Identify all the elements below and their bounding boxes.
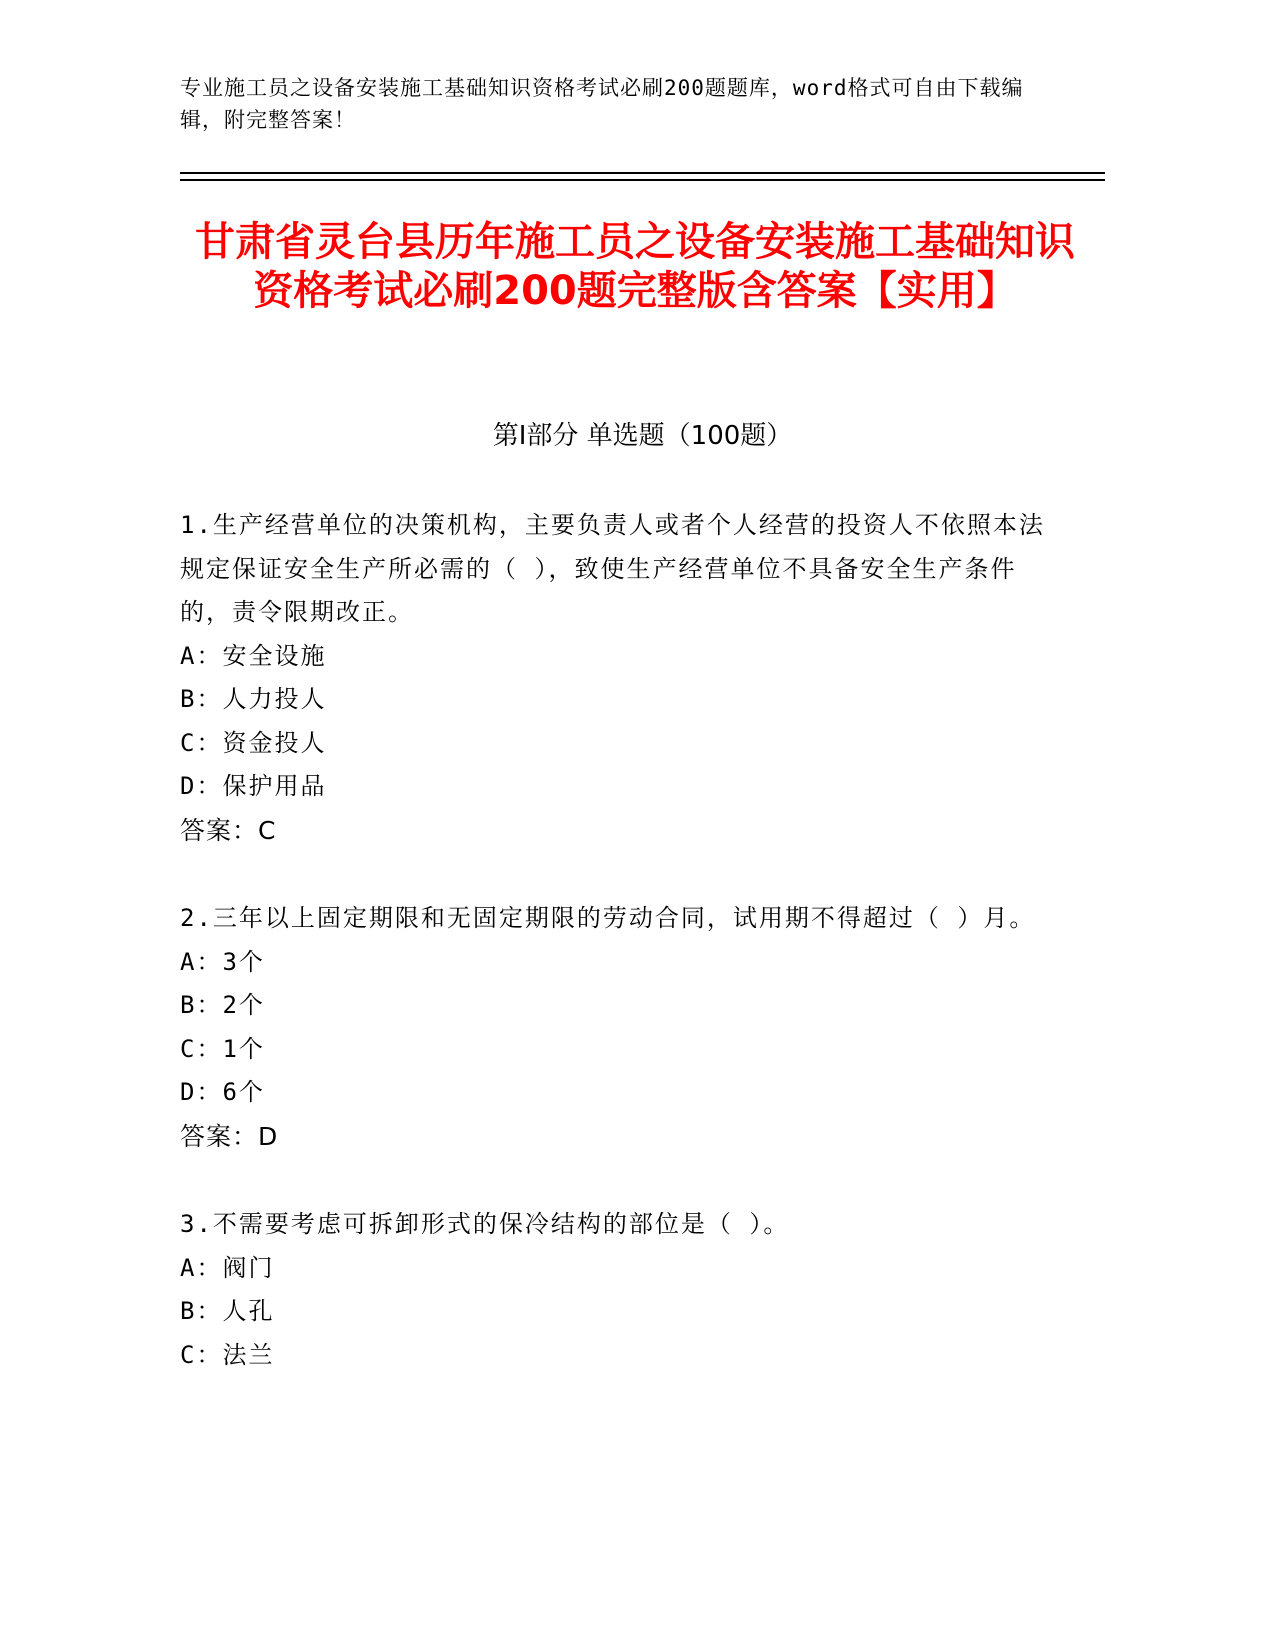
option-b: B：2个 xyxy=(180,991,265,1019)
question-stem: 2.三年以上固定期限和无固定期限的劳动合同，试用期不得超过（ ）月。 xyxy=(180,904,1036,932)
option-a: A：3个 xyxy=(180,947,265,976)
document-title: 甘肃省灵台县历年施工员之设备安装施工基础知识资格考试必刷200题完整版含答案【实用】 xyxy=(195,219,1075,314)
option-c: C：资金投人 xyxy=(180,728,327,757)
option-b: B：人孔 xyxy=(180,1297,275,1325)
question-2 xyxy=(180,897,1050,1158)
question-stem: 1.生产经营单位的决策机构，主要负责人或者个人经营的投资人不依照本法规定保证安全生产所必需的（ ），致使生产经营单位不具备安全生产条件的，责令限期改正。 xyxy=(180,511,1045,626)
question-1 xyxy=(180,504,1050,852)
header-divider-bottom xyxy=(180,179,1105,181)
option-b: B：人力投人 xyxy=(180,685,327,713)
question-3 xyxy=(180,1203,1050,1377)
question-stem: 3.不需要考虑可拆卸形式的保冷结构的部位是（ ）。 xyxy=(180,1210,790,1238)
option-c: C：法兰 xyxy=(180,1340,275,1369)
option-a: A：安全设施 xyxy=(180,641,327,670)
answer-line: 答案：D xyxy=(180,1121,279,1151)
option-c: C：1个 xyxy=(180,1034,265,1063)
question-list xyxy=(180,504,1050,1422)
section-heading: 第Ⅰ部分 单选题（100题） xyxy=(492,421,793,451)
answer-line: 答案：C xyxy=(180,815,277,845)
header-divider-top xyxy=(180,172,1105,174)
header-note: 专业施工员之设备安装施工基础知识资格考试必刷200题题库，word格式可自由下载编辑，附完整答案！ xyxy=(180,76,1024,132)
option-a: A：阀门 xyxy=(180,1253,275,1282)
option-d: D：6个 xyxy=(180,1078,265,1106)
option-d: D：保护用品 xyxy=(180,772,327,800)
